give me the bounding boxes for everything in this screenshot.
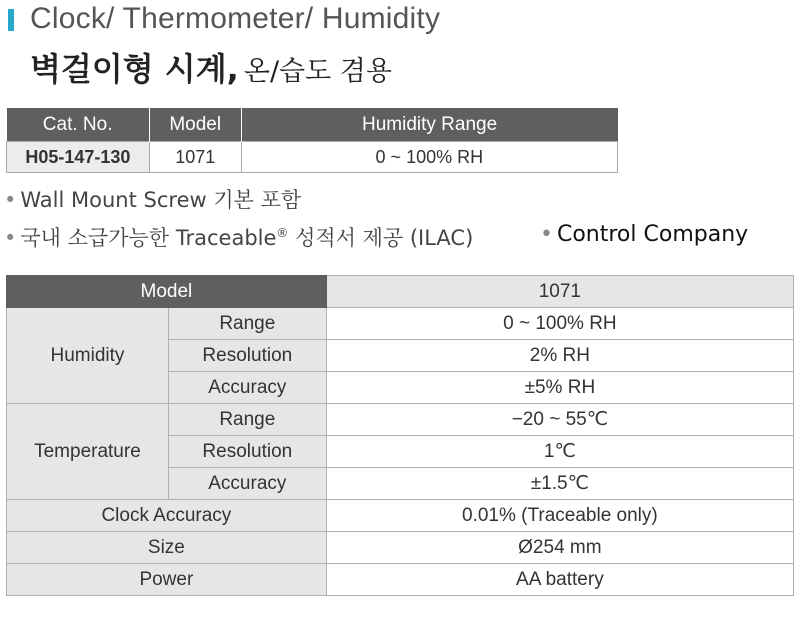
cell-cat-no: H05-147-130: [7, 142, 150, 173]
page-title-korean: [30, 44, 392, 90]
header-humidity-range: Humidity Range: [241, 108, 617, 142]
page-title-english: Clock/ Thermometer/ Humidity: [30, 2, 441, 35]
title-accent-bar: [8, 9, 14, 31]
summary-header-row: [7, 108, 618, 142]
humidity-resolution-value: 2% RH: [326, 340, 793, 372]
humidity-accuracy-value: ±5% RH: [326, 372, 793, 404]
bullet-text-tail: 성적서 제공 (ILAC): [288, 226, 474, 250]
humidity-range-label: Range: [168, 308, 326, 340]
header-cat-no: Cat. No.: [7, 108, 150, 142]
size-value: Ø254 mm: [326, 532, 793, 564]
registered-mark: ®: [276, 226, 289, 240]
table-row: [7, 308, 794, 340]
clock-accuracy-value: 0.01% (Traceable only): [326, 500, 793, 532]
humidity-range-value: 0 ~ 100% RH: [326, 308, 793, 340]
manufacturer-name: Control Company: [556, 222, 749, 247]
temperature-accuracy-label: Accuracy: [168, 468, 326, 500]
table-row: [7, 500, 794, 532]
cell-model: 1071: [149, 142, 241, 173]
bullet-text: Wall Mount Screw 기본 포함: [20, 188, 302, 212]
power-value: AA battery: [326, 564, 793, 596]
spec-header-model-label: Model: [7, 276, 327, 308]
table-row: [7, 276, 794, 308]
cell-humidity-range: 0 ~ 100% RH: [241, 142, 617, 173]
bullet-dot: •: [540, 222, 553, 247]
bullet-dot: •: [4, 188, 17, 212]
header-model: Model: [149, 108, 241, 142]
table-row: [7, 532, 794, 564]
temperature-range-label: Range: [168, 404, 326, 436]
humidity-accuracy-label: Accuracy: [168, 372, 326, 404]
bullet-dot: •: [4, 226, 17, 250]
humidity-resolution-label: Resolution: [168, 340, 326, 372]
bullet-manufacturer: [540, 222, 748, 247]
power-label: Power: [7, 564, 327, 596]
title-korean-main: 벽걸이형 시계,: [30, 50, 239, 88]
group-humidity: Humidity: [7, 308, 169, 404]
table-row: [7, 404, 794, 436]
spec-table: [6, 275, 794, 596]
bullet-wall-mount: [4, 184, 301, 214]
temperature-resolution-value: 1℃: [326, 436, 793, 468]
table-row: [7, 564, 794, 596]
bullet-text: 국내 소급가능한 Traceable: [20, 226, 277, 250]
title-korean-sub: 온/습도 겸용: [243, 56, 392, 87]
temperature-range-value: −20 ~ 55℃: [326, 404, 793, 436]
group-temperature: Temperature: [7, 404, 169, 500]
bullet-traceable: [4, 222, 473, 252]
spec-header-model-value: 1071: [326, 276, 793, 308]
summary-table: [6, 108, 618, 173]
temperature-resolution-label: Resolution: [168, 436, 326, 468]
table-row: [7, 142, 618, 173]
temperature-accuracy-value: ±1.5℃: [326, 468, 793, 500]
clock-accuracy-label: Clock Accuracy: [7, 500, 327, 532]
size-label: Size: [7, 532, 327, 564]
